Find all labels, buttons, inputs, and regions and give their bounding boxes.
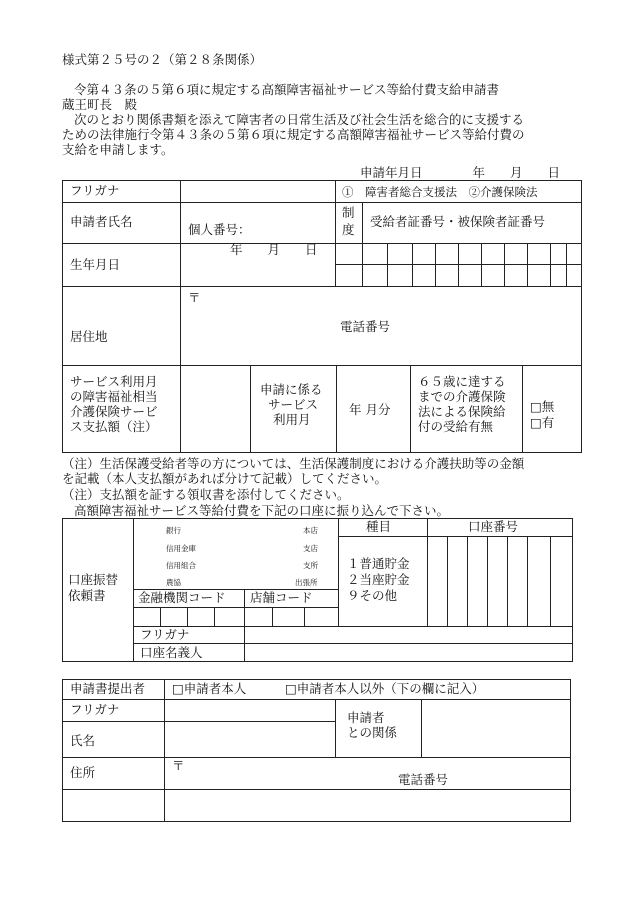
submitter-furigana-label: フリガナ	[70, 702, 120, 717]
application-date: 申請年月日 年 月 日	[360, 165, 561, 180]
service-month-label-3: 利用月	[273, 412, 311, 427]
payment-label-1: サービス利用月	[70, 374, 158, 389]
account-type-2[interactable]: ２当座貯金	[347, 572, 410, 587]
note-1-line-1: （注）生活保護受給者等の方については、生活保護制度における介護扶助等の金額	[62, 456, 525, 471]
submitter-other-checkbox[interactable]: □申請者本人以外（下の欄に記入）	[285, 681, 485, 696]
note-2: （注）支払額を証する領収書を添付してください。	[62, 487, 350, 502]
system-label-2: 度	[342, 222, 355, 237]
payment-label-2: の障害福祉相当	[70, 389, 158, 404]
bank-transfer-label-1: 口座振替	[68, 572, 119, 587]
applicant-name-label: 申請者氏名	[70, 214, 133, 229]
age65-label-4: 付の受給有無	[418, 419, 494, 434]
intro-line-2: ための法律施行令第４３条の５第６項に規定する高額障害福祉サービス等給付費の	[62, 127, 525, 142]
account-holder-label: 口座名義人	[140, 645, 203, 660]
branch-type-agency: 出張所	[295, 578, 318, 587]
transfer-intro: 高額障害福祉サービス等給付費を下記の口座に振り込んで下さい。	[74, 503, 450, 518]
submitter-self-checkbox[interactable]: □申請者本人	[172, 681, 247, 696]
option-none-checkbox[interactable]: □無	[530, 399, 555, 414]
holder-furigana-label: フリガナ	[140, 627, 190, 642]
birth-date-label: 生年月日	[70, 257, 121, 272]
branch-type-main: 本店	[303, 526, 318, 535]
law-options[interactable]: ① 障害者総合支援法 ②介護保険法	[342, 185, 538, 199]
bank-type-bank: 銀行	[166, 526, 181, 535]
bank-type-credit-union: 信用組合	[166, 561, 196, 570]
note-1-line-2: を記載（本人支払額があれば分けて記載）してください。	[62, 471, 388, 486]
branch-code-label: 店舗コード	[250, 590, 313, 605]
bank-type-credit-bank: 信用金庫	[166, 544, 196, 553]
submitter-phone-label: 電話番号	[398, 772, 449, 787]
branch-type-branch: 支店	[303, 544, 318, 553]
service-month-label-1: 申請に係る	[260, 382, 323, 397]
intro-line-1: 次のとおり関係書類を添えて障害者の日常生活及び社会生活を総合的に支援する	[74, 112, 525, 127]
age65-label-1: ６５歳に達する	[418, 374, 506, 389]
form-title: 令第４３条の５第６項に規定する高額障害福祉サービス等給付費支給申請書	[74, 82, 500, 97]
submitter-postal-mark: 〒	[172, 758, 185, 773]
addressee: 蔵王町長 殿	[62, 97, 138, 112]
submitter-address-label: 住所	[70, 765, 96, 780]
account-type-9[interactable]: ９その他	[347, 588, 398, 603]
personal-number-label: 個人番号：	[188, 222, 251, 237]
payment-label-3: 介護保険サービ	[70, 404, 158, 419]
bank-transfer-label-2: 依頼書	[68, 588, 106, 603]
address-postal-mark: 〒	[188, 290, 201, 305]
phone-label: 電話番号	[340, 319, 391, 334]
account-type-1[interactable]: １普通貯金	[347, 556, 410, 571]
system-label-1: 制	[342, 205, 355, 220]
cert-number-label: 受給者証番号・被保険者証番号	[370, 214, 546, 229]
form-number: 様式第２５号の２（第２８条関係）	[62, 52, 263, 67]
year-month-label: 年 月分	[349, 402, 391, 417]
submitter-name-label: 氏名	[70, 733, 96, 748]
address-label: 居住地	[70, 329, 108, 344]
branch-type-office: 支所	[303, 561, 318, 570]
submitter-label: 申請書提出者	[70, 681, 146, 696]
birth-date-format: 年 月 日	[230, 242, 318, 257]
option-yes-checkbox[interactable]: □有	[530, 415, 555, 430]
relation-label-2: との関係	[347, 725, 398, 740]
relation-label-1: 申請者	[347, 710, 385, 725]
account-number-label: 口座番号	[468, 519, 519, 534]
account-type-label: 種目	[366, 519, 392, 534]
age65-label-3: 法による保険給	[418, 404, 506, 419]
furigana-label: フリガナ	[70, 183, 120, 198]
payment-label-4: ス支払額（注）	[70, 419, 158, 434]
bank-code-label: 金融機関コード	[138, 590, 226, 605]
intro-line-3: 支給を申請します。	[62, 142, 174, 157]
bank-type-agri: 農協	[166, 578, 181, 587]
service-month-label-2: サービス	[268, 397, 319, 412]
age65-label-2: までの介護保険	[418, 389, 506, 404]
